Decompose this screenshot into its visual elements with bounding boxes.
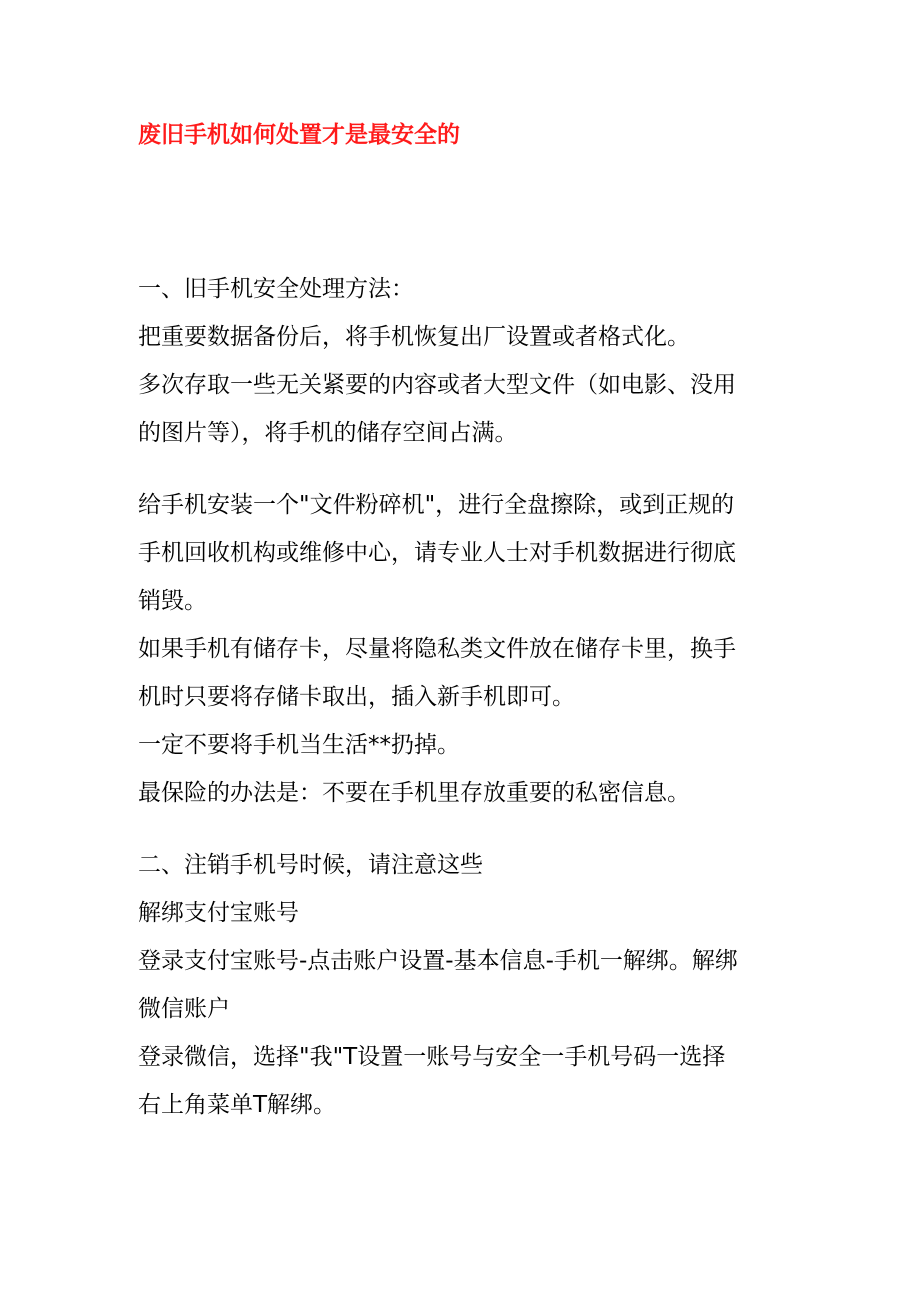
paragraph-line: 微信账户	[138, 996, 230, 1022]
section-heading-2: 二、注销手机号时候，请注意这些	[138, 852, 483, 878]
document-title: 废旧手机如何处置才是最安全的	[138, 122, 460, 148]
paragraph-gap	[138, 817, 788, 841]
paragraph-line: 如果手机有储存卡，尽量将隐私类文件放在储存卡里，换手	[138, 636, 736, 662]
paragraph-line: 登录支付宝账号-点击账户设置-基本信息-手机一解绑。解绑	[138, 948, 738, 974]
paragraph-line: 给手机安装一个"文件粉碎机"，进行全盘擦除，或到正规的	[138, 492, 735, 518]
paragraph-line: 把重要数据备份后，将手机恢复出厂设置或者格式化。	[138, 324, 690, 350]
paragraph-line: 右上角菜单T解绑。	[138, 1092, 337, 1118]
paragraph-line: 手机回收机构或维修中心，请专业人士对手机数据进行彻底	[138, 540, 736, 566]
paragraph-line: 最保险的办法是：不要在手机里存放重要的私密信息。	[138, 780, 690, 806]
paragraph-line: 一定不要将手机当生活**扔掉。	[138, 732, 460, 758]
paragraph-line: 登录微信，选择"我"T设置一账号与安全一手机号码一选择	[138, 1044, 726, 1070]
paragraph-line: 机时只要将存储卡取出，插入新手机即可。	[138, 684, 575, 710]
paragraph-line: 解绑支付宝账号	[138, 900, 299, 926]
paragraph-line: 多次存取一些无关紧要的内容或者大型文件（如电影、没用	[138, 372, 736, 398]
paragraph-gap	[138, 457, 788, 481]
document-body	[138, 265, 788, 1129]
paragraph-line: 销毁。	[138, 588, 207, 614]
paragraph-line: 的图片等），将手机的储存空间占满。	[138, 420, 518, 446]
section-heading-1: 一、旧手机安全处理方法：	[138, 276, 414, 302]
